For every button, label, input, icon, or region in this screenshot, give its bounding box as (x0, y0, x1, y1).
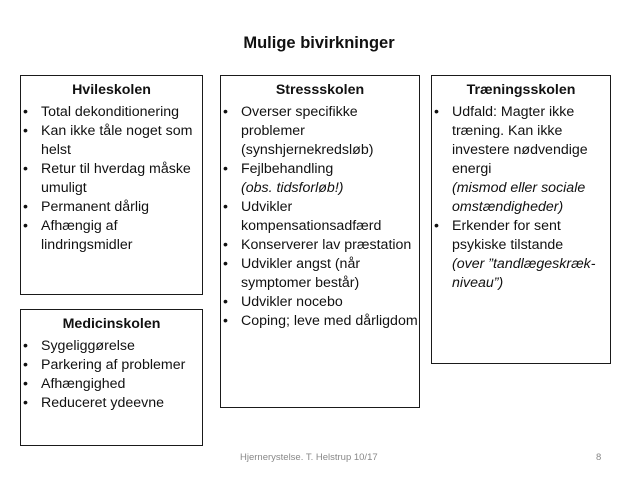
list-item-text: Erkender for sent psykiske tilstande (452, 218, 564, 253)
list-item-text: Retur til hverdag måske umuligt (41, 161, 191, 196)
box-heading: Hvileskolen (72, 82, 151, 98)
list-item (221, 103, 419, 160)
list-item (221, 236, 419, 255)
list-item-text: Parkering af problemer (41, 357, 186, 373)
list-item-text: Udvikler nocebo (241, 294, 343, 310)
list-item-text: Overser specifikke problemer (synshjernekredsløb) (241, 104, 374, 158)
box-stressskolen (220, 75, 420, 408)
bullet-list (21, 103, 202, 255)
list-item (21, 375, 202, 394)
list-item-text: Total dekonditionering (41, 104, 180, 120)
list-item (432, 103, 610, 217)
list-item (21, 356, 202, 375)
list-item-note: (mismod eller sociale omstændigheder) (452, 180, 586, 215)
bullet-icon: • (223, 256, 228, 272)
footer-text: Hjernerystelse. T. Helstrup 10/17 (240, 452, 378, 463)
bullet-icon: • (223, 237, 228, 253)
bullet-icon: • (223, 294, 228, 310)
bullet-icon: • (23, 376, 28, 392)
box-heading: Stressskolen (275, 82, 365, 98)
list-item-text: Udvikler angst (når symptomer består) (241, 256, 361, 291)
list-item-text: Konserverer lav præstation (241, 237, 412, 253)
list-item (221, 255, 419, 293)
bullet-list (21, 337, 202, 413)
list-item-text: Kan ikke tåle noget som helst (41, 123, 193, 158)
bullet-icon: • (223, 313, 228, 329)
list-item (221, 293, 419, 312)
list-item-text: Udfald: Magter ikke træning. Kan ikke investere nødvendige energi (452, 104, 588, 177)
bullet-icon: • (23, 199, 28, 215)
box-traeningsskolen (431, 75, 611, 364)
slide-title: Mulige bivirkninger (243, 34, 395, 52)
bullet-icon: • (23, 123, 28, 139)
list-item (21, 217, 202, 255)
list-item (21, 198, 202, 217)
bullet-icon: • (434, 218, 439, 234)
bullet-icon: • (23, 218, 28, 234)
bullet-icon: • (23, 161, 28, 177)
bullet-list (221, 103, 419, 331)
list-item-note: (over ”tandlægeskræk-niveau”) (452, 256, 596, 291)
bullet-icon: • (223, 161, 228, 177)
list-item-text: Afhængig af lindringsmidler (41, 218, 133, 253)
box-heading: Træningsskolen (466, 82, 576, 98)
list-item-text: Fejlbehandling (241, 161, 334, 177)
bullet-icon: • (23, 395, 28, 411)
list-item-text: Reduceret ydeevne (41, 395, 165, 411)
box-hvileskolen (20, 75, 203, 295)
list-item (221, 160, 419, 198)
bullet-icon: • (434, 104, 439, 120)
bullet-icon: • (23, 338, 28, 354)
list-item (21, 103, 202, 122)
list-item (21, 160, 202, 198)
bullet-icon: • (23, 357, 28, 373)
bullet-list (432, 103, 610, 293)
bullet-icon: • (223, 104, 228, 120)
list-item (221, 198, 419, 236)
bullet-icon: • (223, 199, 228, 215)
list-item (21, 337, 202, 356)
list-item-text: Sygeliggørelse (41, 338, 135, 354)
list-item-text: Afhængighed (41, 376, 126, 392)
box-medicinskolen (20, 309, 203, 446)
list-item (21, 122, 202, 160)
list-item-note: (obs. tidsforløb!) (241, 180, 344, 196)
list-item (432, 217, 610, 293)
page-number: 8 (596, 452, 602, 463)
list-item-text: Udvikler kompensationsadfærd (241, 199, 382, 234)
list-item (21, 394, 202, 413)
list-item (221, 312, 419, 331)
list-item-text: Permanent dårlig (41, 199, 150, 215)
box-heading: Medicinskolen (62, 316, 161, 332)
list-item-text: Coping; leve med dårligdom (241, 313, 418, 329)
bullet-icon: • (23, 104, 28, 120)
